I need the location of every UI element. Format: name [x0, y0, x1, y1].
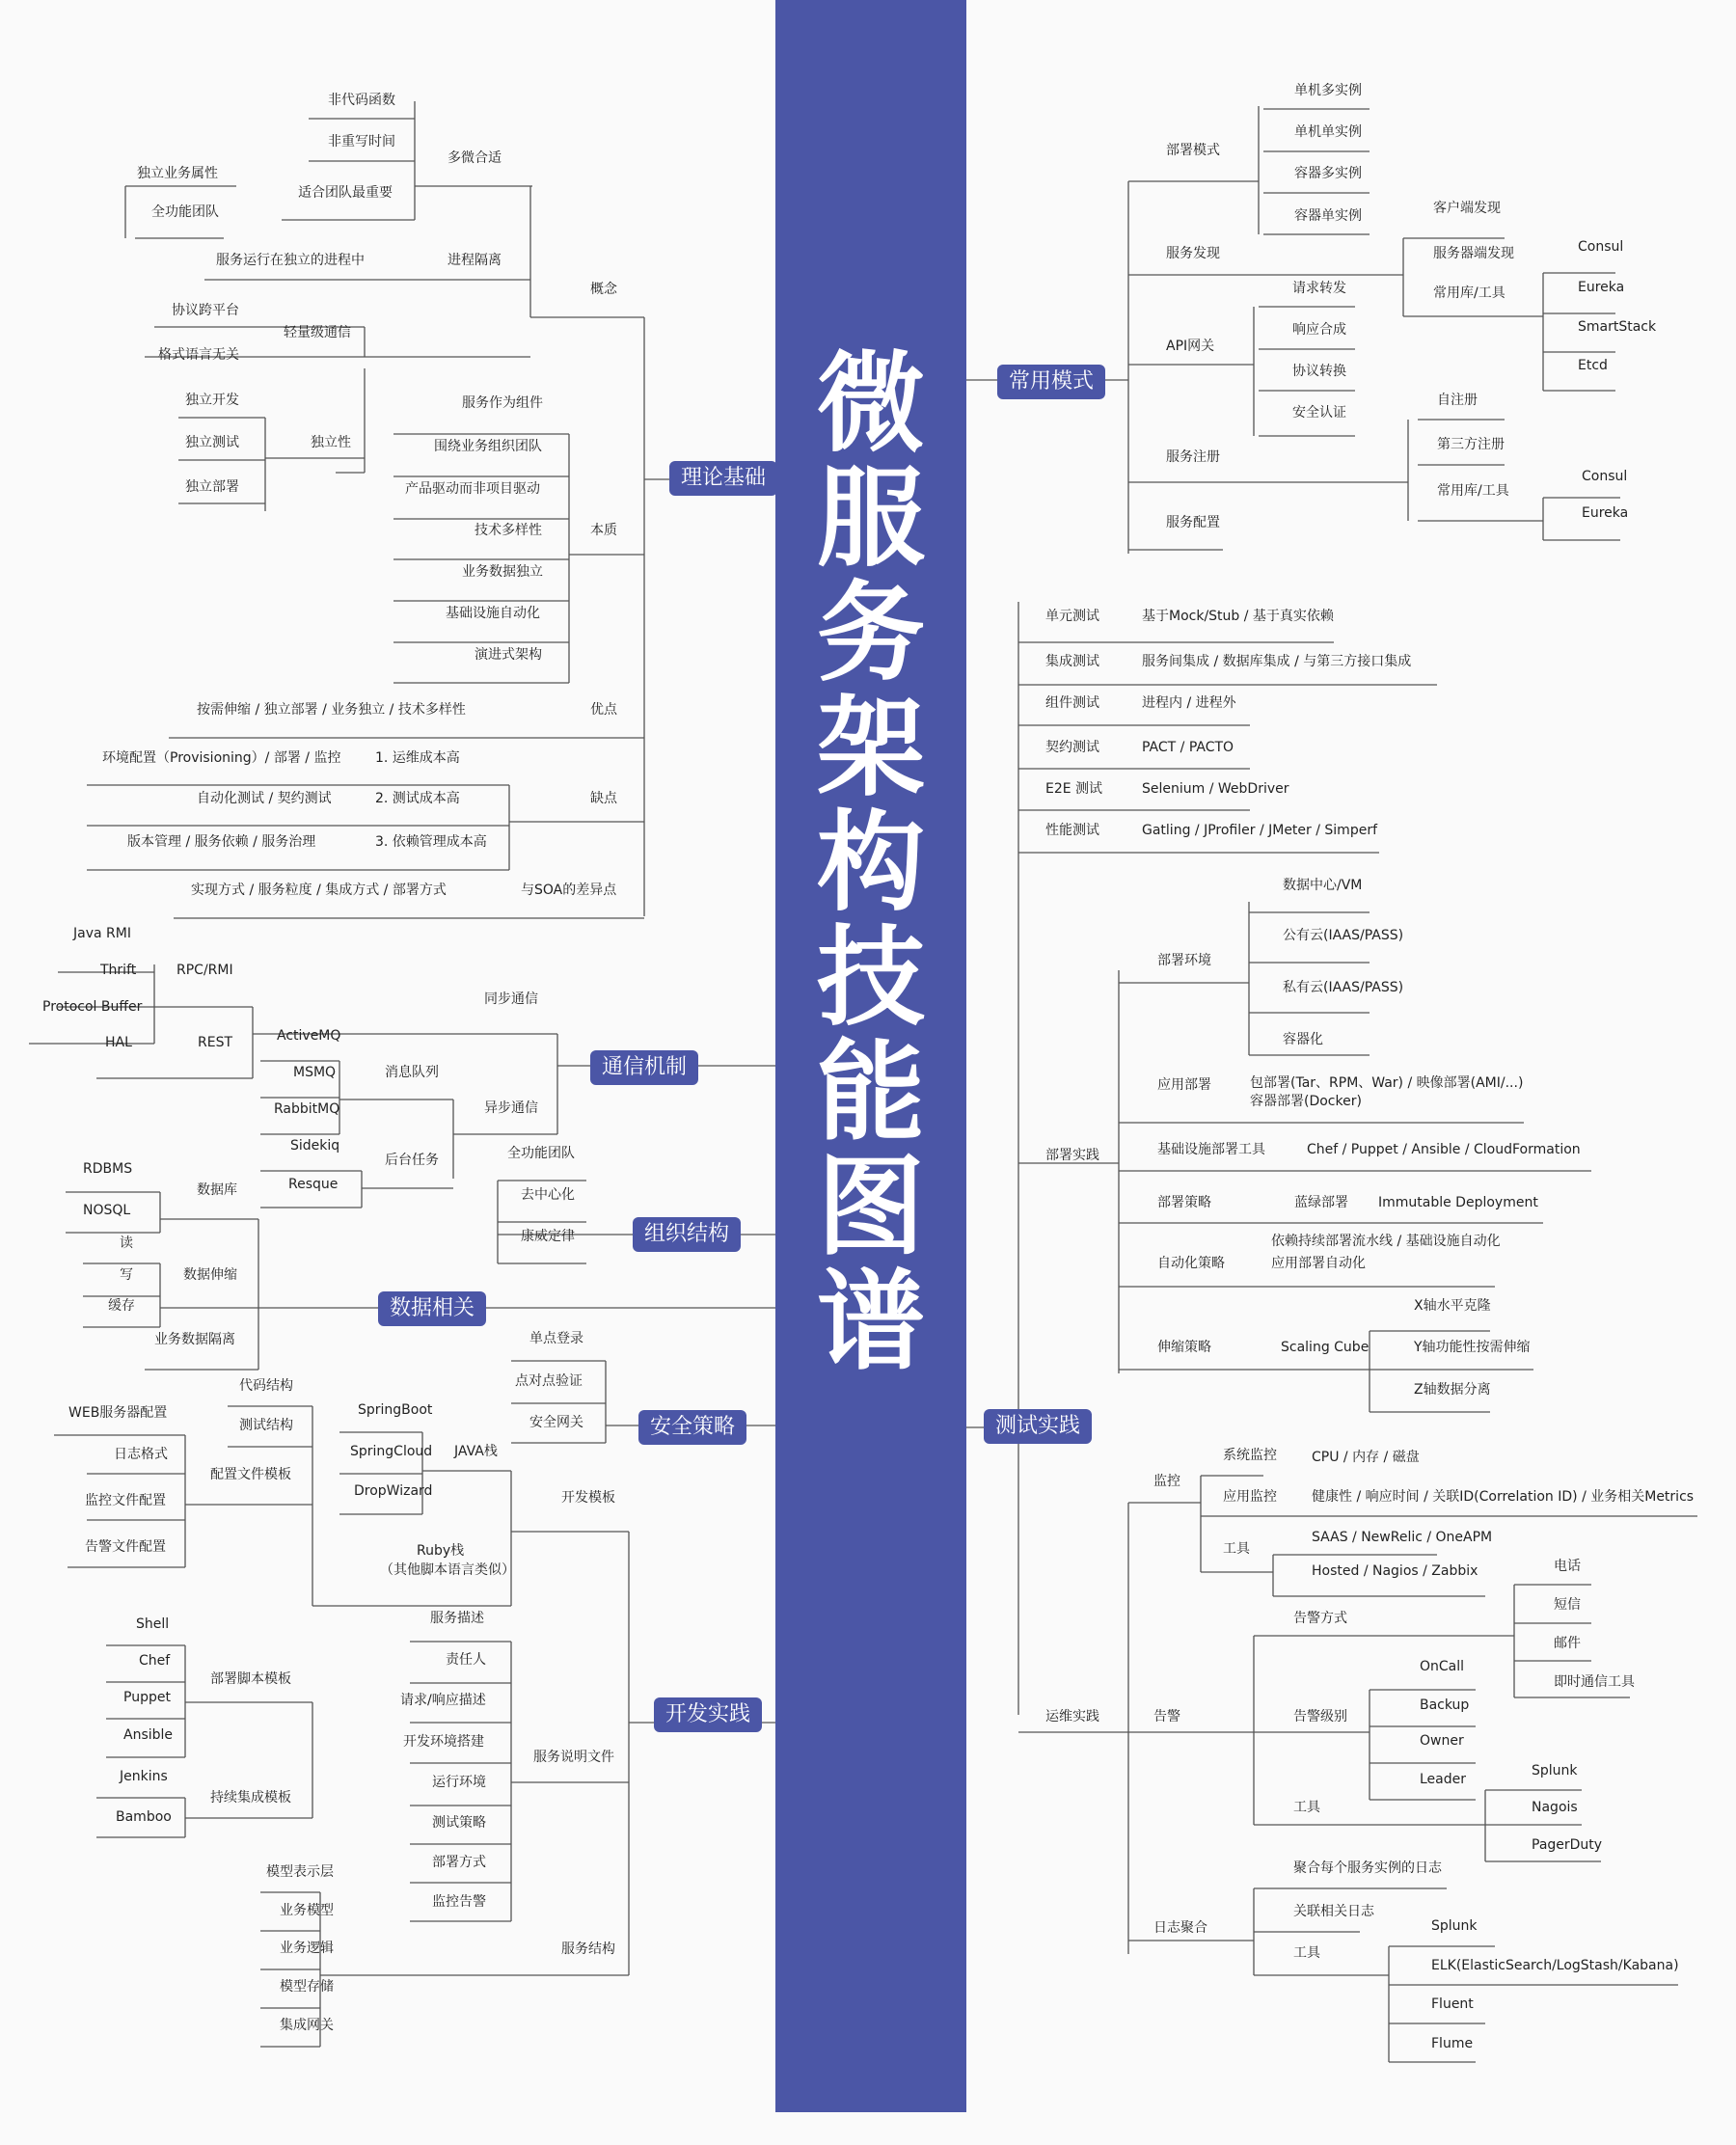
node-e11: 性能测试: [1045, 823, 1099, 838]
node-t23: 基础设施自动化: [446, 606, 540, 621]
node-v21: Puppet: [123, 1690, 171, 1705]
node-t32: 版本管理 / 服务依赖 / 服务治理: [127, 834, 316, 850]
node-t29: 自动化测试 / 契约测试: [197, 791, 332, 806]
node-e32: Scaling Cube: [1281, 1340, 1370, 1355]
node-v14: （其他脚本语言类似）: [380, 1562, 515, 1578]
node-m18: 告警级别: [1293, 1709, 1347, 1724]
node-m24: PagerDuty: [1532, 1837, 1603, 1853]
node-p19: 安全认证: [1292, 405, 1346, 421]
node-e20: 容器部署(Docker): [1250, 1094, 1362, 1109]
hub-security: 安全策略: [638, 1410, 746, 1445]
node-e17: 容器化: [1283, 1032, 1323, 1047]
node-p18: 自注册: [1437, 393, 1478, 408]
node-v8: 配置文件模板: [210, 1467, 291, 1482]
node-m10: 短信: [1554, 1597, 1581, 1613]
node-m29: 工具: [1293, 1945, 1320, 1961]
node-e16: 私有云(IAAS/PASS): [1283, 980, 1404, 995]
node-p5: 客户端发现: [1433, 201, 1501, 216]
node-v19: 部署脚本模板: [210, 1671, 291, 1687]
node-v22: Ansible: [123, 1727, 174, 1743]
node-t8: 进程隔离: [448, 253, 502, 268]
hub-theory: 理论基础: [669, 461, 777, 496]
node-m19: Owner: [1420, 1733, 1464, 1749]
node-m23: Nagois: [1532, 1800, 1578, 1815]
node-p25: 服务配置: [1166, 515, 1220, 530]
node-e12: Gatling / JProfiler / JMeter / Simperf: [1142, 823, 1378, 838]
node-m12: 邮件: [1554, 1636, 1581, 1651]
node-p6: 容器单实例: [1294, 208, 1362, 224]
node-t6: 全功能团队: [151, 204, 219, 220]
hub-data: 数据相关: [378, 1291, 486, 1326]
node-d6: 数据伸缩: [183, 1267, 237, 1283]
node-v34: 业务逻辑: [280, 1941, 334, 1956]
node-p20: 第三方注册: [1437, 437, 1505, 452]
node-v33: 业务模型: [280, 1903, 334, 1918]
node-m28: Splunk: [1431, 1918, 1478, 1934]
node-t31: 缺点: [590, 791, 617, 806]
node-m9: 电话: [1554, 1559, 1581, 1574]
node-t15: 独立测试: [185, 435, 239, 450]
hub-devpractice: 开发实践: [654, 1697, 762, 1732]
node-m26: 关联相关日志: [1293, 1904, 1374, 1919]
node-p24: Eureka: [1582, 505, 1629, 521]
node-m7: 工具: [1223, 1541, 1250, 1557]
node-e6: 进程内 / 进程外: [1142, 695, 1236, 711]
node-c2: Thrift: [100, 963, 137, 978]
node-c11: RabbitMQ: [274, 1101, 340, 1117]
node-p9: 服务器端发现: [1433, 246, 1514, 261]
node-v17: 责任人: [446, 1652, 486, 1668]
node-e28: 自动化策略: [1157, 1256, 1225, 1271]
node-d1: RDBMS: [83, 1161, 133, 1177]
node-t26: 优点: [590, 702, 617, 718]
node-t22: 业务数据独立: [462, 564, 543, 580]
node-p14: 响应合成: [1292, 322, 1346, 338]
node-v15: 服务描述: [430, 1611, 484, 1626]
node-e22: 基础设施部署工具: [1157, 1142, 1265, 1157]
node-t34: 实现方式 / 服务粒度 / 集成方式 / 部署方式: [191, 882, 447, 898]
node-m14: 即时通信工具: [1554, 1674, 1635, 1690]
node-t2: 非重写时间: [328, 134, 395, 149]
node-p21: 服务注册: [1166, 449, 1220, 465]
node-o3: 康威定律: [521, 1229, 575, 1244]
node-e1: 单元测试: [1045, 609, 1099, 624]
node-d5: 写: [120, 1267, 133, 1283]
node-v35: 服务结构: [561, 1941, 615, 1957]
node-v13: Ruby栈: [417, 1543, 465, 1559]
hub-patterns: 常用模式: [997, 365, 1105, 399]
node-e3: 集成测试: [1045, 654, 1099, 669]
node-v16: Shell: [136, 1616, 170, 1632]
node-v32: 监控告警: [432, 1894, 486, 1910]
node-p15: API网关: [1166, 339, 1215, 354]
node-t11: 轻量级通信: [284, 325, 351, 340]
node-p7: Consul: [1578, 239, 1624, 255]
node-e33: Y轴功能性按需伸缩: [1414, 1340, 1531, 1355]
node-d2: 数据库: [197, 1182, 237, 1198]
node-v4: 测试结构: [239, 1418, 293, 1433]
hub-org: 组织结构: [633, 1217, 741, 1252]
node-v24: 服务说明文件: [533, 1750, 614, 1765]
node-m11: 告警方式: [1293, 1611, 1347, 1626]
node-c15: Resque: [288, 1177, 339, 1192]
node-e7: 契约测试: [1045, 740, 1099, 755]
node-p3: 部署模式: [1166, 143, 1220, 158]
node-t9: 概念: [590, 282, 617, 297]
node-m20: Splunk: [1532, 1763, 1578, 1778]
node-c3: RPC/RMI: [176, 963, 233, 978]
node-m5: 健康性 / 响应时间 / 关联ID(Correlation ID) / 业务相关Metrics: [1312, 1489, 1695, 1505]
node-m17: 告警: [1153, 1709, 1180, 1724]
node-c4: Protocol Buffer: [42, 999, 143, 1015]
node-p22: Consul: [1582, 469, 1628, 484]
node-m4: 应用监控: [1223, 1489, 1277, 1505]
node-v2: WEB服务器配置: [68, 1405, 168, 1421]
node-s3: 安全网关: [529, 1415, 583, 1430]
node-e19: 包部署(Tar、RPM、War) / 映像部署(AMI/...): [1250, 1075, 1524, 1091]
node-e34: Z轴数据分离: [1414, 1382, 1491, 1398]
node-o1: 全功能团队: [507, 1146, 575, 1161]
node-m32: Flume: [1431, 2036, 1474, 2051]
node-m2: CPU / 内存 / 磁盘: [1312, 1450, 1420, 1465]
node-t27: 环境配置（Provisioning）/ 部署 / 监控: [102, 750, 341, 766]
node-c9: MSMQ: [293, 1065, 337, 1080]
node-v9: DropWizard: [354, 1483, 433, 1499]
node-t24: 演进式架构: [475, 647, 542, 663]
node-c1: Java RMI: [73, 926, 131, 941]
node-e25: 蓝绿部署: [1294, 1195, 1348, 1210]
node-t28: 1. 运维成本高: [375, 750, 460, 766]
hub-testing: 测试实践: [984, 1409, 1092, 1444]
node-t12: 格式语言无关: [158, 347, 239, 363]
node-p8: 服务发现: [1166, 246, 1220, 261]
node-m1: 系统监控: [1223, 1448, 1277, 1463]
node-p12: 常用库/工具: [1433, 285, 1505, 301]
node-v30: 部署方式: [432, 1855, 486, 1870]
node-t35: 与SOA的差异点: [521, 882, 617, 898]
node-m6: SAAS / NewRelic / OneAPM: [1312, 1530, 1493, 1545]
node-t5: 适合团队最重要: [298, 185, 393, 201]
node-t16: 独立性: [311, 435, 351, 450]
node-e21: 部署实践: [1045, 1148, 1099, 1163]
node-e9: E2E 测试: [1045, 781, 1103, 797]
node-e31: 伸缩策略: [1157, 1340, 1211, 1355]
node-t13: 独立开发: [185, 393, 239, 408]
node-e13: 数据中心/VM: [1283, 878, 1363, 893]
node-t33: 3. 依赖管理成本高: [375, 834, 487, 850]
node-e4: 服务间集成 / 数据库集成 / 与第三方接口集成: [1142, 654, 1412, 669]
node-t1: 非代码函数: [328, 93, 395, 108]
node-d3: NOSQL: [83, 1203, 131, 1218]
node-m25: 聚合每个服务实例的日志: [1293, 1860, 1442, 1876]
node-m13: OnCall: [1420, 1659, 1465, 1674]
node-v5: 日志格式: [114, 1447, 168, 1462]
node-c14: 后台任务: [385, 1153, 439, 1168]
map-title: 微 服 务 架 构 技 能 图 谱: [817, 341, 925, 1385]
node-e10: Selenium / WebDriver: [1142, 781, 1289, 797]
node-t10: 协议跨平台: [172, 303, 239, 318]
node-p23: 常用库/工具: [1437, 483, 1509, 499]
node-e27: 依赖持续部署流水线 / 基础设施自动化: [1271, 1234, 1501, 1249]
node-c12: 异步通信: [484, 1100, 538, 1116]
node-d8: 业务数据隔离: [154, 1332, 235, 1347]
node-e2: 基于Mock/Stub / 基于真实依赖: [1142, 609, 1334, 624]
node-v29: 测试策略: [432, 1815, 486, 1831]
node-d4: 读: [120, 1235, 133, 1251]
node-v31: 模型表示层: [266, 1864, 334, 1880]
node-p1: 单机多实例: [1294, 83, 1362, 98]
node-c6: HAL: [105, 1035, 132, 1050]
hub-comm: 通信机制: [590, 1050, 698, 1085]
node-t3: 独立业务属性: [137, 166, 218, 181]
node-t7: 服务运行在独立的进程中: [216, 253, 365, 268]
node-v26: 运行环境: [432, 1775, 486, 1790]
node-p16: Etcd: [1578, 358, 1608, 373]
node-p10: Eureka: [1578, 280, 1625, 295]
node-v12: 告警文件配置: [85, 1539, 166, 1555]
node-e30: X轴水平克隆: [1414, 1298, 1491, 1314]
node-e24: 部署策略: [1157, 1195, 1211, 1210]
node-p4: 容器多实例: [1294, 166, 1362, 181]
node-t19: 产品驱动而非项目驱动: [405, 481, 540, 497]
node-e14: 公有云(IAAS/PASS): [1283, 928, 1404, 943]
node-c7: REST: [198, 1035, 233, 1050]
node-v1: 代码结构: [239, 1378, 293, 1394]
node-t4: 多微合适: [448, 150, 502, 166]
node-v11: 监控文件配置: [85, 1493, 166, 1508]
node-m27: 日志聚合: [1153, 1920, 1207, 1936]
node-e15: 部署环境: [1157, 953, 1211, 968]
node-v6: SpringCloud: [350, 1444, 433, 1459]
node-t30: 2. 测试成本高: [375, 791, 460, 806]
node-s1: 单点登录: [529, 1331, 583, 1346]
node-t14: 服务作为组件: [462, 395, 543, 411]
node-m8: Hosted / Nagios / Zabbix: [1312, 1563, 1478, 1579]
node-m15: Backup: [1420, 1697, 1470, 1713]
node-v36: 模型存储: [280, 1979, 334, 1995]
node-t21: 本质: [590, 523, 617, 538]
node-t17: 围绕业务组织团队: [434, 439, 542, 454]
node-e29: 应用部署自动化: [1271, 1256, 1366, 1271]
node-d7: 缓存: [108, 1298, 135, 1314]
node-e5: 组件测试: [1045, 695, 1099, 711]
node-e26: Immutable Deployment: [1378, 1195, 1538, 1210]
node-p17: 协议转换: [1292, 364, 1346, 379]
node-v25: Jenkins: [120, 1769, 168, 1784]
node-o2: 去中心化: [521, 1187, 575, 1203]
node-m22: 工具: [1293, 1800, 1320, 1815]
node-m30: ELK(ElasticSearch/LogStash/Kabana): [1431, 1958, 1679, 1973]
node-c13: Sidekiq: [290, 1138, 340, 1154]
node-s2: 点对点验证: [515, 1373, 583, 1389]
node-v28: Bamboo: [116, 1809, 172, 1825]
node-e23: Chef / Puppet / Ansible / CloudFormation: [1307, 1142, 1581, 1157]
node-v20: 请求/响应描述: [400, 1693, 486, 1708]
node-e8: PACT / PACTO: [1142, 740, 1234, 755]
node-v27: 持续集成模板: [210, 1790, 291, 1806]
node-m16: 运维实践: [1045, 1709, 1099, 1724]
node-v10: 开发模板: [561, 1490, 615, 1506]
node-c10: 消息队列: [385, 1065, 439, 1080]
node-t18: 独立部署: [185, 479, 239, 495]
node-e18: 应用部署: [1157, 1077, 1211, 1093]
node-m31: Fluent: [1431, 1996, 1474, 2012]
node-p2: 单机单实例: [1294, 124, 1362, 140]
node-c5: 同步通信: [484, 991, 538, 1007]
node-m3: 监控: [1153, 1474, 1180, 1489]
node-t20: 技术多样性: [475, 523, 542, 538]
node-p11: 请求转发: [1292, 281, 1346, 296]
node-m21: Leader: [1420, 1772, 1467, 1787]
node-p13: SmartStack: [1578, 319, 1657, 335]
node-v18: Chef: [139, 1653, 171, 1669]
node-v3: SpringBoot: [358, 1402, 433, 1418]
node-t25: 按需伸缩 / 独立部署 / 业务独立 / 技术多样性: [197, 702, 466, 718]
node-v37: 集成网关: [280, 2018, 334, 2033]
node-c8: ActiveMQ: [277, 1028, 341, 1044]
node-v23: 开发环境搭建: [403, 1734, 484, 1750]
node-v7: JAVA栈: [454, 1444, 498, 1459]
